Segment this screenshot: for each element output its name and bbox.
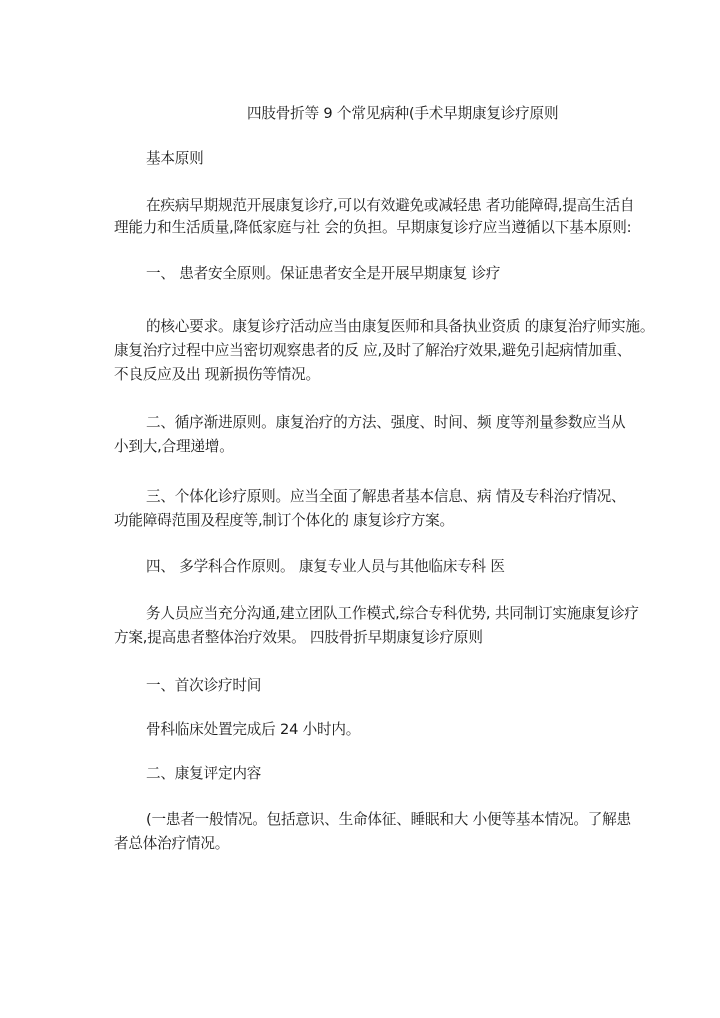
principle-1-line-2: 康复治疗过程中应当密切观察患者的反 应,及时了解治疗效果,避免引起病情加重、 [114,342,632,359]
principle-3-line-2: 功能障碍范围及程度等,制订个体化的 康复诊疗方案。 [114,512,454,529]
principle-4-line-2: 方案,提高患者整体治疗效果。 四肢骨折早期康复诊疗原则 [114,629,483,646]
intro-line-2: 理能力和生活质量,降低家庭与社 会的负担。早期康复诊疗应当遵循以下基本原则: [114,219,632,236]
principle-3-line-1: 三、个体化诊疗原则。应当全面了解患者基本信息、病 情及专科治疗情况、 [146,488,626,505]
intro-line-1: 在疾病早期规范开展康复诊疗,可以有效避免或减轻患 者功能障碍,提高生活自 [146,197,635,214]
principle-2-line-1: 二、循序渐进原则。康复治疗的方法、强度、时间、频 度等剂量参数应当从 [146,414,626,431]
section-1-body: 骨科临床处置完成后 24 小时内。 [146,721,361,738]
principle-4-heading: 四、 多学科合作原则。 康复专业人员与其他临床专科 医 [146,558,505,575]
section-2-line-2: 者总体治疗情况。 [114,835,230,852]
principle-1-heading: 一、 患者安全原则。保证患者安全是开展早期康复 诊疗 [146,265,501,282]
principle-2-line-2: 小到大,合理递增。 [114,438,234,455]
principle-1-line-1: 的核心要求。康复诊疗活动应当由康复医师和具备执业资质 的康复治疗师实施。 [146,318,655,335]
principle-1-line-3: 不良反应及出 现新损伤等情况。 [114,366,320,383]
document-title: 四肢骨折等 9 个常见病种(手术早期康复诊疗原则 [247,105,559,122]
principle-4-line-1: 务人员应当充分沟通,建立团队工作模式,综合专科优势, 共同制订实施康复诊疗 [146,605,639,622]
section-2-line-1: (一患者一般情况。包括意识、生命体征、睡眠和大 小便等基本情况。了解患 [146,811,631,828]
section-1-heading: 一、首次诊疗时间 [146,677,262,694]
heading-basic-principles: 基本原则 [146,150,204,167]
section-2-heading: 二、康复评定内容 [146,765,262,782]
